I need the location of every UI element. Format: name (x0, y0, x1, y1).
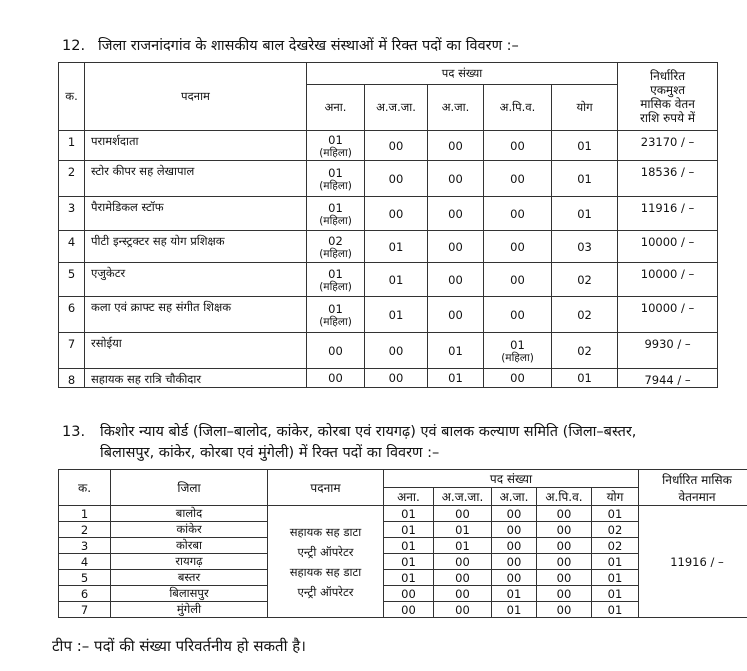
cell-value: 01 (328, 266, 343, 281)
cell-value: 00 (328, 343, 343, 358)
cell-una (307, 161, 365, 197)
header-col: अना. (384, 488, 434, 506)
cell-sc: 00 (428, 131, 484, 161)
cell-sno: 4 (59, 231, 85, 263)
cell-obc: 00 (537, 522, 592, 538)
cell-sc: 00 (428, 231, 484, 263)
cell-obc (484, 263, 552, 297)
header-pay (639, 470, 747, 506)
cell-value: 01 (328, 165, 343, 180)
header-col: अ.ज.जा. (434, 488, 492, 506)
cell-district: बालोद (111, 506, 268, 522)
section-12-number: 12. (62, 38, 86, 54)
header-pay-line: निर्धारित (649, 68, 686, 83)
cell-district: कांकेर (111, 522, 268, 538)
header-count-group: पद संख्या (307, 63, 618, 85)
cell-obc: 00 (537, 586, 592, 602)
cell-note: (महिला) (501, 351, 534, 364)
cell-value: 00 (510, 206, 525, 221)
cell-sc: 01 (492, 586, 537, 602)
cell-obc (484, 161, 552, 197)
cell-obc: 00 (537, 554, 592, 570)
table-row (59, 161, 718, 197)
cell-post: पैरामेडिकल स्टॉफ (85, 197, 307, 231)
cell-pay: 18536 / – (618, 161, 718, 197)
cell-st: 01 (365, 231, 428, 263)
cell-value: 00 (510, 171, 525, 186)
cell-obc: 00 (537, 506, 592, 522)
cell-st: 00 (434, 506, 492, 522)
header-district: जिला (111, 470, 268, 506)
table-row (59, 369, 718, 388)
cell-post: एजुकेटर (85, 263, 307, 297)
cell-value: 01 (328, 132, 343, 147)
header-col: अ.ज.जा. (365, 85, 428, 131)
cell-obc (484, 369, 552, 388)
cell-value: 02 (328, 233, 343, 248)
cell-sc: 00 (492, 506, 537, 522)
cell-una (307, 333, 365, 369)
cell-sno: 1 (59, 131, 85, 161)
cell-una (307, 369, 365, 388)
cell-sc: 00 (428, 197, 484, 231)
cell-sno: 1 (59, 506, 111, 522)
cell-district: मुंगेली (111, 602, 268, 618)
cell-sno: 7 (59, 333, 85, 369)
header-col: अना. (307, 85, 365, 131)
cell-sno: 6 (59, 297, 85, 333)
section-13-heading-line1: किशोर न्याय बोर्ड (जिला–बालोद, कांकेर, कोरबा एवं रायगढ़) एवं बालक कल्याण समिति (जिला–बस्तर, (100, 424, 637, 440)
cell-obc (484, 231, 552, 263)
header-pay-line: मासिक वेतन (640, 96, 695, 111)
cell-st: 00 (365, 369, 428, 388)
cell-sc: 01 (492, 602, 537, 618)
cell-total: 01 (592, 602, 639, 618)
cell-note: (महिला) (319, 280, 352, 293)
header-count-group: पद संख्या (384, 470, 639, 488)
cell-district: कोरबा (111, 538, 268, 554)
table-row (59, 506, 747, 522)
cell-sno: 5 (59, 263, 85, 297)
cell-note: (महिला) (319, 247, 352, 260)
cell-pay: 23170 / – (618, 131, 718, 161)
cell-st: 01 (365, 297, 428, 333)
post-line: एन्ट्री ऑपरेटर (297, 544, 354, 559)
post-line: सहायक सह डाटा (289, 564, 362, 579)
header-col: अ.जा. (492, 488, 537, 506)
cell-sc: 00 (428, 263, 484, 297)
cell-pay: 11916 / – (618, 197, 718, 231)
cell-value: 01 (328, 200, 343, 215)
cell-sno: 3 (59, 538, 111, 554)
cell-st: 00 (365, 161, 428, 197)
cell-note: (महिला) (319, 179, 352, 192)
header-pay (618, 63, 718, 131)
cell-st: 00 (365, 197, 428, 231)
post-line: सहायक सह डाटा (289, 524, 362, 539)
cell-sno: 6 (59, 586, 111, 602)
cell-sc: 01 (428, 333, 484, 369)
cell-total: 02 (592, 522, 639, 538)
cell-total: 02 (552, 297, 618, 333)
cell-una (307, 231, 365, 263)
cell-value: 00 (510, 239, 525, 254)
section-13-number: 13. (62, 424, 86, 440)
cell-pay-merged: 11916 / – (639, 506, 747, 618)
cell-total: 01 (592, 586, 639, 602)
cell-una: 00 (384, 602, 434, 618)
cell-obc: 00 (537, 602, 592, 618)
cell-post: स्टोर कीपर सह लेखापाल (85, 161, 307, 197)
cell-value: 01 (328, 301, 343, 316)
cell-una (307, 197, 365, 231)
cell-sno: 2 (59, 161, 85, 197)
header-pay-line: वेतनमान (678, 489, 716, 504)
cell-value: 00 (328, 371, 343, 385)
table-row (59, 297, 718, 333)
cell-st: 00 (365, 333, 428, 369)
cell-district: बस्तर (111, 570, 268, 586)
cell-sno: 4 (59, 554, 111, 570)
header-col: अ.जा. (428, 85, 484, 131)
cell-value: 00 (510, 272, 525, 287)
cell-post: पीटी इन्स्ट्रक्टर सह योग प्रशिक्षक (85, 231, 307, 263)
cell-value: 00 (510, 307, 525, 322)
cell-value: 01 (510, 337, 525, 352)
header-pay-line: राशि रुपये में (640, 110, 696, 125)
footnote: टीप :– पदों की संख्या परिवर्तनीय हो सकती है। (52, 637, 306, 655)
cell-total: 01 (592, 506, 639, 522)
cell-sc: 00 (492, 522, 537, 538)
cell-total: 03 (552, 231, 618, 263)
cell-una: 01 (384, 522, 434, 538)
cell-sno: 5 (59, 570, 111, 586)
cell-obc: 00 (537, 570, 592, 586)
cell-una (307, 297, 365, 333)
cell-total: 01 (592, 570, 639, 586)
cell-obc (484, 333, 552, 369)
header-col: अ.पि.व. (537, 488, 592, 506)
table-row (59, 131, 718, 161)
vacancy-table-13 (58, 469, 747, 618)
cell-st: 00 (434, 570, 492, 586)
cell-st: 01 (365, 263, 428, 297)
cell-obc (484, 131, 552, 161)
cell-una: 01 (384, 554, 434, 570)
cell-total: 02 (552, 333, 618, 369)
header-col: अ.पि.व. (484, 85, 552, 131)
cell-post: रसोईया (85, 333, 307, 369)
header-col: योग (592, 488, 639, 506)
cell-total: 02 (552, 263, 618, 297)
cell-st: 01 (434, 538, 492, 554)
cell-st: 01 (434, 522, 492, 538)
cell-st: 00 (365, 131, 428, 161)
cell-total: 01 (552, 369, 618, 388)
table-row (59, 197, 718, 231)
header-post: पदनाम (268, 470, 384, 506)
cell-post: सहायक सह रात्रि चौकीदार (85, 369, 307, 388)
header-sno: क. (59, 63, 85, 131)
header-pay-line: निर्धारित मासिक (662, 472, 732, 487)
cell-una (307, 131, 365, 161)
cell-note: (महिला) (319, 214, 352, 227)
section-13-heading-line2: बिलासपुर, कांकेर, कोरबा एवं मुंगेली) में रिक्त पदों का विवरण :– (100, 445, 440, 461)
cell-sc: 00 (428, 161, 484, 197)
cell-post-merged (268, 506, 384, 618)
vacancy-table-12 (58, 62, 718, 388)
cell-sc: 00 (492, 538, 537, 554)
table-row (59, 263, 718, 297)
cell-sno: 2 (59, 522, 111, 538)
header-post: पदनाम (85, 63, 307, 131)
cell-pay: 10000 / – (618, 231, 718, 263)
cell-total: 01 (552, 131, 618, 161)
cell-sc: 01 (428, 369, 484, 388)
cell-sc: 00 (492, 554, 537, 570)
cell-district: बिलासपुर (111, 586, 268, 602)
cell-una: 01 (384, 506, 434, 522)
cell-total: 02 (592, 538, 639, 554)
cell-sno: 7 (59, 602, 111, 618)
table-row (59, 231, 718, 263)
cell-obc (484, 297, 552, 333)
cell-sno: 3 (59, 197, 85, 231)
cell-sc: 00 (428, 297, 484, 333)
cell-post: कला एवं क्राफ्ट सह संगीत शिक्षक (85, 297, 307, 333)
table-row (59, 333, 718, 369)
cell-una: 01 (384, 570, 434, 586)
cell-total: 01 (552, 197, 618, 231)
cell-pay: 10000 / – (618, 297, 718, 333)
cell-value: 00 (510, 371, 525, 385)
header-col: योग (552, 85, 618, 131)
cell-pay: 9930 / – (618, 333, 718, 369)
cell-una: 00 (384, 586, 434, 602)
cell-post: परामर्शदाता (85, 131, 307, 161)
cell-una (307, 263, 365, 297)
cell-st: 00 (434, 586, 492, 602)
cell-total: 01 (552, 161, 618, 197)
header-pay-line: एकमुश्त (650, 82, 686, 97)
post-line: एन्ट्री ऑपरेटर (297, 584, 354, 599)
cell-pay: 10000 / – (618, 263, 718, 297)
cell-obc: 00 (537, 538, 592, 554)
cell-st: 00 (434, 554, 492, 570)
cell-pay: 7944 / – (618, 369, 718, 388)
header-sno: क. (59, 470, 111, 506)
cell-value: 00 (510, 138, 525, 153)
cell-sc: 00 (492, 570, 537, 586)
cell-note: (महिला) (319, 146, 352, 159)
cell-district: रायगढ़ (111, 554, 268, 570)
section-12-heading: जिला राजनांदगांव के शासकीय बाल देखरेख संस्थाओं में रिक्त पदों का विवरण :– (98, 38, 519, 54)
cell-st: 00 (434, 602, 492, 618)
cell-total: 01 (592, 554, 639, 570)
cell-obc (484, 197, 552, 231)
cell-sno: 8 (59, 369, 85, 388)
cell-una: 01 (384, 538, 434, 554)
cell-note: (महिला) (319, 315, 352, 328)
